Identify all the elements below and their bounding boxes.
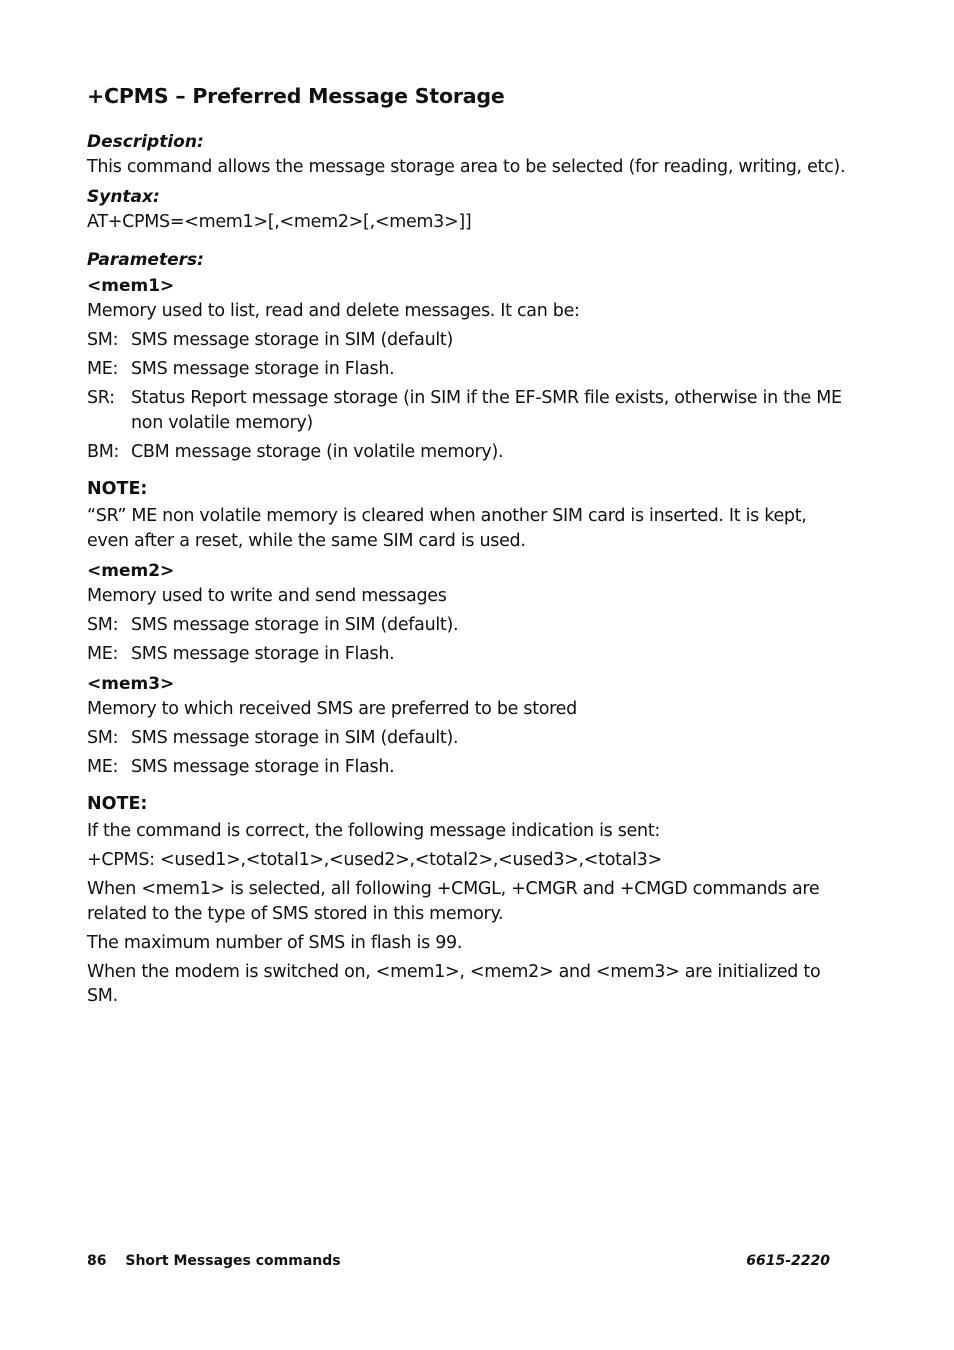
list-item: ME: SMS message storage in Flash.	[87, 756, 395, 777]
document-number: 6615-2220	[746, 1253, 830, 1269]
footer-left	[87, 1250, 341, 1272]
description-text: This command allows the message storage area to be selected (for reading, writing, etc).	[87, 157, 846, 177]
page-number: 86	[87, 1253, 107, 1269]
note-text: “SR” ME non volatile memory is cleared when another SIM card is inserted. It is kept, even after a reset, while the same SIM card is used.	[87, 506, 807, 551]
mem3-intro: Memory to which received SMS are preferred to be stored	[87, 698, 577, 719]
list-item: SM: SMS message storage in SIM (default).	[87, 614, 459, 635]
note-label: NOTE:	[87, 479, 148, 499]
list-item: ME: SMS message storage in Flash.	[87, 359, 395, 379]
note-line: When the modem is switched on, <mem1>, <mem2> and <mem3> are initialized to SM.	[87, 961, 821, 1006]
note-line: +CPMS: <used1>,<total1>,<used2>,<total2>,<used3>,<total3>	[87, 850, 662, 870]
syntax-text: AT+CPMS=<mem1>[,<mem2>[,<mem3>]]	[87, 212, 472, 232]
note-line: The maximum number of SMS in flash is 99.	[87, 932, 463, 953]
list-item: SM: SMS message storage in SIM (default).	[87, 727, 459, 748]
section-title: Short Messages commands	[125, 1253, 341, 1269]
mem1-intro: Memory used to list, read and delete messages. It can be:	[87, 301, 580, 321]
list-item: SR: Status Report message storage (in SIM if the EF-SMR file exists, otherwise in the ME non volatile memory)	[87, 388, 842, 433]
note-line: If the command is correct, the following message indication is sent:	[87, 821, 660, 841]
list-item: BM: CBM message storage (in volatile memory).	[87, 441, 504, 462]
syntax-label: Syntax:	[87, 187, 160, 207]
list-item: SM: SMS message storage in SIM (default)	[87, 330, 454, 350]
list-item: ME: SMS message storage in Flash.	[87, 643, 395, 664]
mem3-heading: <mem3>	[87, 673, 175, 694]
mem2-heading: <mem2>	[87, 560, 175, 581]
page-title: +CPMS – Preferred Message Storage	[87, 84, 505, 108]
description-label: Description:	[87, 132, 204, 152]
parameters-label: Parameters:	[87, 250, 204, 270]
mem2-intro: Memory used to write and send messages	[87, 585, 447, 606]
mem1-heading: <mem1>	[87, 276, 175, 296]
page-footer	[87, 1250, 830, 1272]
note-label: NOTE:	[87, 794, 148, 814]
page-content	[87, 81, 847, 1013]
note-line: When <mem1> is selected, all following +CMGL, +CMGR and +CMGD commands are related to the type of SMS stored in this memory.	[87, 879, 820, 924]
